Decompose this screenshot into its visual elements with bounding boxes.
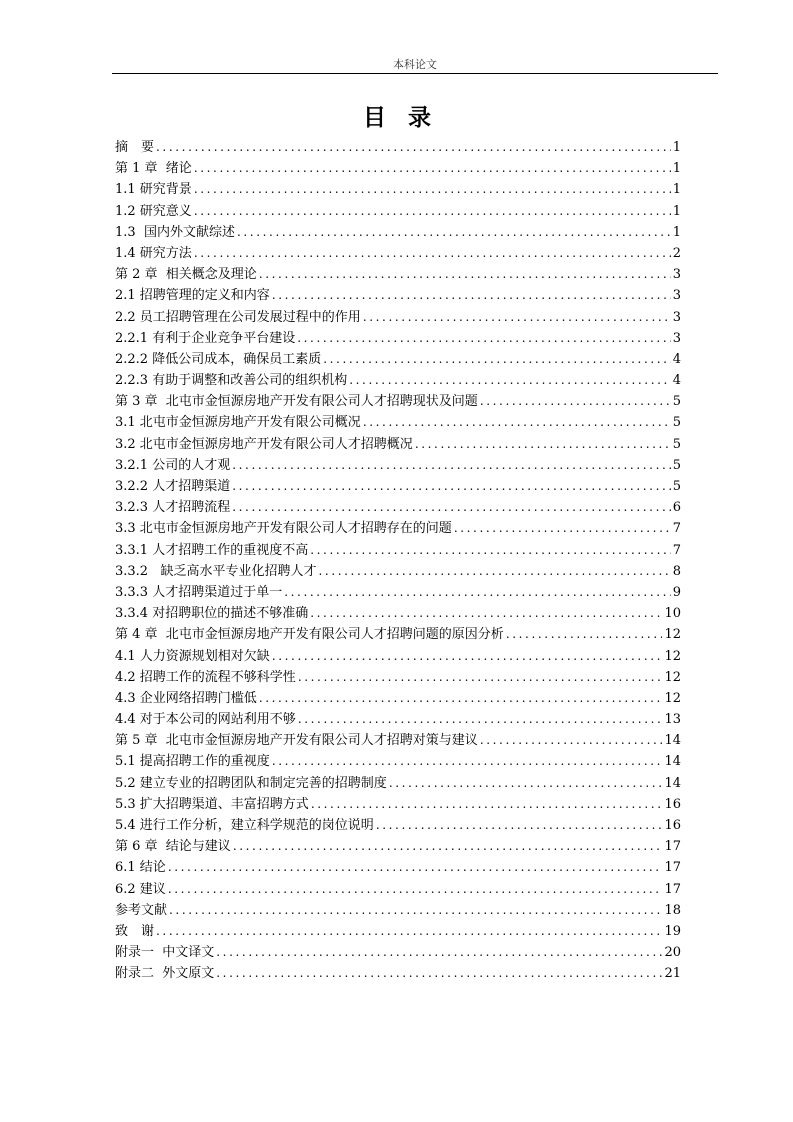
toc-entry[interactable]	[115, 370, 681, 391]
toc-entry-page-number: 1	[672, 140, 681, 155]
toc-entry-page-number: 1	[672, 224, 681, 240]
toc-entry[interactable]	[115, 349, 681, 370]
running-header: 本科论文	[393, 58, 437, 71]
toc-dot-leader	[156, 137, 671, 158]
toc-entry-label: 2.2.1 有利于企业竞争平台建设	[115, 330, 296, 346]
toc-entry[interactable]	[115, 201, 681, 222]
toc-entry-label: 3.2.1 公司的人才观	[115, 457, 231, 473]
toc-entry-label: 1.3 国内外文献综述	[115, 224, 235, 240]
toc-entry[interactable]	[115, 942, 681, 963]
toc-entry-label: 4.2 招聘工作的流程不够科学性	[115, 669, 296, 685]
toc-entry[interactable]	[115, 921, 681, 942]
toc-dot-leader	[194, 201, 671, 222]
toc-dot-leader	[310, 603, 662, 624]
toc-dot-leader	[169, 900, 662, 921]
table-of-contents	[115, 137, 681, 985]
toc-entry-label: 附录一 中文译文	[115, 945, 215, 961]
toc-entry-label: 参考文献	[115, 902, 168, 918]
toc-entry-label: 3.2.2 人才招聘渠道	[115, 479, 231, 494]
toc-dot-leader	[415, 434, 671, 455]
toc-entry[interactable]	[115, 836, 681, 857]
toc-dot-leader	[216, 942, 662, 963]
toc-entry-page-number: 3	[672, 330, 681, 346]
toc-entry-page-number: 4	[672, 351, 681, 367]
toc-dot-leader	[272, 285, 671, 306]
toc-entry-label: 3.2 北屯市金恒源房地产开发有限公司人才招聘概况	[115, 436, 413, 452]
toc-entry-label: 1.2 研究意义	[115, 203, 192, 219]
toc-dot-leader	[297, 328, 671, 349]
toc-entry-label: 5.3 扩大招聘渠道、丰富招聘方式	[115, 796, 309, 812]
toc-entry-page-number: 5	[672, 436, 681, 452]
toc-entry[interactable]	[115, 412, 681, 433]
toc-entry-label: 第 1 章 绪论	[115, 161, 192, 177]
toc-entry-page-number: 17	[664, 839, 681, 855]
toc-entry[interactable]	[115, 540, 681, 561]
toc-entry-label: 5.1 提高招聘工作的重视度	[115, 754, 270, 770]
toc-dot-leader	[194, 158, 671, 179]
toc-dot-leader	[168, 857, 663, 878]
toc-entry-label: 6.1 结论	[115, 860, 166, 876]
toc-entry-label: 1.1 研究背景	[115, 182, 192, 198]
toc-dot-leader	[298, 667, 663, 688]
toc-entry[interactable]	[115, 900, 681, 921]
toc-entry-label: 3.3.3 人才招聘渠道过于单一	[115, 584, 283, 600]
toc-dot-leader	[389, 773, 663, 794]
toc-dot-leader	[480, 730, 663, 751]
toc-entry-page-number: 12	[664, 648, 681, 664]
toc-entry[interactable]	[115, 497, 681, 518]
toc-entry-page-number: 5	[672, 479, 681, 494]
toc-dot-leader	[349, 370, 671, 391]
toc-entry[interactable]	[115, 243, 681, 264]
toc-entry-label: 4.3 企业网络招聘门槛低	[115, 690, 257, 706]
toc-dot-leader	[506, 624, 663, 645]
toc-entry[interactable]	[115, 794, 681, 815]
toc-entry-page-number: 3	[672, 267, 681, 283]
toc-entry-label: 第 4 章 北屯市金恒源房地产开发有限公司人才招聘问题的原因分析	[115, 627, 504, 643]
toc-dot-leader	[272, 751, 663, 772]
toc-entry[interactable]	[115, 709, 681, 730]
toc-entry-page-number: 1	[672, 161, 681, 177]
toc-entry[interactable]	[115, 476, 681, 497]
toc-entry-page-number: 3	[672, 288, 681, 304]
toc-dot-leader	[259, 264, 671, 285]
toc-entry-label: 5.2 建立专业的招聘团队和制定完善的招聘制度	[115, 775, 387, 791]
toc-entry-page-number: 16	[664, 818, 681, 833]
toc-dot-leader	[232, 476, 671, 497]
toc-dot-leader	[363, 412, 671, 433]
toc-entry[interactable]	[115, 455, 681, 476]
toc-dot-leader	[168, 879, 663, 900]
toc-entry[interactable]	[115, 328, 681, 349]
toc-entry-label: 第 3 章 北屯市金恒源房地产开发有限公司人才招聘现状及问题	[115, 394, 478, 410]
toc-entry-label: 3.3.4 对招聘职位的描述不够准确	[115, 606, 309, 622]
toc-entry-page-number: 20	[664, 945, 681, 961]
toc-entry-label: 2.1 招聘管理的定义和内容	[115, 288, 270, 304]
toc-entry[interactable]	[115, 179, 681, 200]
toc-entry-page-number: 1	[672, 182, 681, 198]
toc-entry-page-number: 14	[664, 733, 681, 749]
toc-entry[interactable]	[115, 730, 681, 751]
toc-dot-leader	[480, 391, 671, 412]
toc-entry[interactable]	[115, 264, 681, 285]
toc-entry-label: 2.2 员工招聘管理在公司发展过程中的作用	[115, 309, 361, 325]
toc-dot-leader	[194, 179, 671, 200]
toc-dot-leader	[156, 921, 662, 942]
toc-entry[interactable]	[115, 582, 681, 603]
toc-entry-page-number: 7	[672, 542, 681, 558]
toc-dot-leader	[310, 540, 671, 561]
toc-entry[interactable]	[115, 646, 681, 667]
toc-dot-leader	[298, 709, 663, 730]
toc-dot-leader	[323, 349, 671, 370]
toc-entry-page-number: 19	[664, 923, 681, 939]
toc-dot-leader	[216, 963, 662, 984]
toc-entry[interactable]	[115, 751, 681, 772]
toc-entry-label: 3.3 北屯市金恒源房地产开发有限公司人才招聘存在的问题	[115, 521, 452, 537]
toc-entry-page-number: 12	[664, 690, 681, 706]
toc-entry[interactable]	[115, 285, 681, 306]
toc-dot-leader	[284, 582, 671, 603]
toc-entry[interactable]	[115, 963, 681, 984]
toc-dot-leader	[272, 646, 663, 667]
toc-entry-page-number: 1	[672, 203, 681, 219]
toc-entry-page-number: 5	[672, 415, 681, 431]
toc-entry[interactable]	[115, 688, 681, 709]
toc-dot-leader	[454, 518, 671, 539]
toc-entry-page-number: 12	[664, 669, 681, 685]
toc-entry[interactable]	[115, 815, 681, 836]
toc-dot-leader	[376, 815, 663, 836]
toc-dot-leader	[311, 794, 663, 815]
header-rule	[112, 73, 718, 74]
toc-dot-leader	[194, 243, 671, 264]
toc-entry-page-number: 14	[664, 775, 681, 791]
toc-entry-label: 4.4 对于本公司的网站利用不够	[115, 712, 296, 728]
toc-entry-page-number: 16	[664, 796, 681, 812]
toc-entry[interactable]	[115, 561, 681, 582]
toc-entry[interactable]	[115, 857, 681, 878]
toc-entry[interactable]	[115, 222, 681, 243]
toc-dot-leader	[259, 688, 663, 709]
toc-entry-page-number: 2	[672, 245, 681, 261]
toc-entry-page-number: 3	[672, 309, 681, 325]
toc-entry-label: 5.4 进行工作分析，建立科学规范的岗位说明	[115, 818, 374, 833]
toc-entry[interactable]	[115, 158, 681, 179]
toc-entry-label: 3.3.2 缺乏高水平专业化招聘人才	[115, 563, 317, 579]
toc-entry-label: 3.3.1 人才招聘工作的重视度不高	[115, 542, 309, 558]
toc-entry-page-number: 17	[664, 860, 681, 876]
toc-dot-leader	[237, 222, 671, 243]
toc-entry-label: 致 谢	[115, 923, 155, 939]
toc-dot-leader	[232, 455, 671, 476]
toc-dot-leader	[233, 836, 663, 857]
toc-entry-label: 第 2 章 相关概念及理论	[115, 267, 257, 283]
toc-entry[interactable]	[115, 518, 681, 539]
toc-title: 目录	[363, 105, 453, 131]
toc-entry-label: 3.2.3 人才招聘流程	[115, 500, 231, 516]
toc-entry[interactable]	[115, 667, 681, 688]
toc-entry-page-number: 5	[672, 394, 681, 410]
toc-entry-label: 2.2.2 降低公司成本，确保员工素质	[115, 351, 322, 367]
toc-entry[interactable]	[115, 603, 681, 624]
toc-entry-label: 摘 要	[115, 140, 155, 155]
toc-entry-page-number: 14	[664, 754, 681, 770]
toc-entry-page-number: 13	[664, 712, 681, 728]
toc-entry-page-number: 12	[664, 627, 681, 643]
toc-entry-page-number: 4	[672, 373, 681, 389]
toc-entry-label: 6.2 建议	[115, 881, 166, 897]
toc-entry-label: 4.1 人力资源规划相对欠缺	[115, 648, 270, 664]
toc-entry[interactable]	[115, 137, 681, 158]
toc-entry[interactable]	[115, 391, 681, 412]
toc-entry[interactable]	[115, 624, 681, 645]
toc-entry[interactable]	[115, 434, 681, 455]
toc-entry-page-number: 7	[672, 521, 681, 537]
toc-entry-page-number: 9	[672, 584, 681, 600]
toc-dot-leader	[363, 307, 671, 328]
toc-entry-page-number: 21	[664, 966, 681, 982]
toc-entry[interactable]	[115, 307, 681, 328]
toc-entry-label: 第 5 章 北屯市金恒源房地产开发有限公司人才招聘对策与建议	[115, 733, 478, 749]
toc-entry-page-number: 6	[672, 500, 681, 516]
toc-dot-leader	[232, 497, 671, 518]
toc-entry-page-number: 10	[664, 606, 681, 622]
toc-entry-label: 第 6 章 结论与建议	[115, 839, 231, 855]
toc-dot-leader	[318, 561, 670, 582]
toc-entry-page-number: 18	[664, 902, 681, 918]
toc-entry-label: 2.2.3 有助于调整和改善公司的组织机构	[115, 373, 348, 389]
toc-entry-page-number: 8	[672, 563, 681, 579]
toc-entry[interactable]	[115, 879, 681, 900]
toc-entry-label: 3.1 北屯市金恒源房地产开发有限公司概况	[115, 415, 361, 431]
toc-entry-label: 1.4 研究方法	[115, 245, 192, 261]
toc-entry-page-number: 5	[672, 457, 681, 473]
toc-entry[interactable]	[115, 773, 681, 794]
toc-entry-page-number: 17	[664, 881, 681, 897]
toc-entry-label: 附录二 外文原文	[115, 966, 215, 982]
